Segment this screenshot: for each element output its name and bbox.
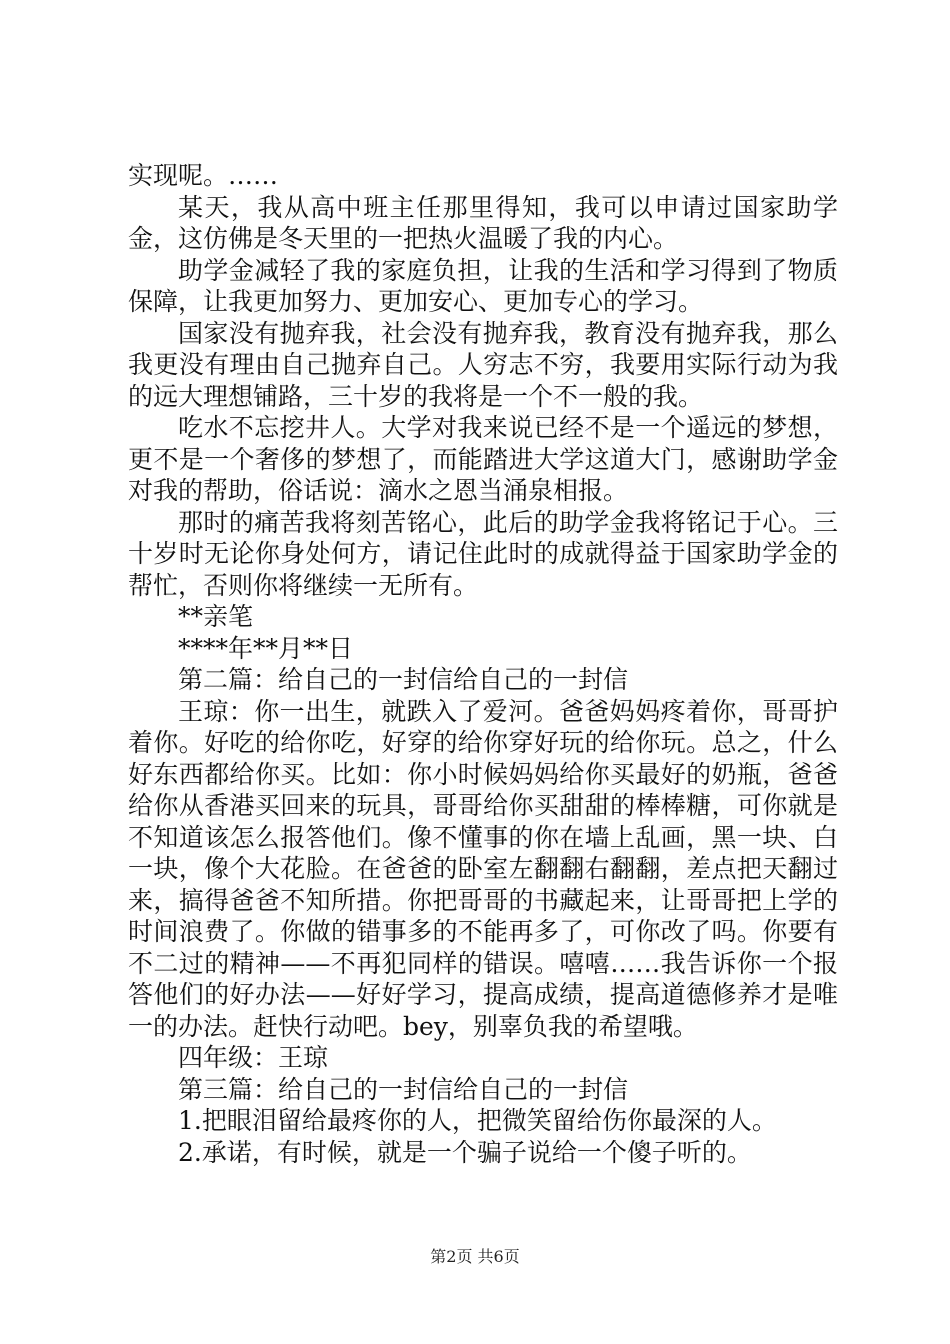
paragraph: 助学金减轻了我的家庭负担，让我的生活和学习得到了物质保障，让我更加努力、更加安心、更加专心的学习。 <box>128 255 838 316</box>
paragraph: 第二篇：给自己的一封信给自己的一封信 <box>178 665 629 694</box>
paragraph: 那时的痛苦我将刻苦铭心，此后的助学金我将铭记于心。三十岁时无论你身处何方，请记住此时的成就得益于国家助学金的帮忙，否则你将继续一无所有。 <box>128 507 838 600</box>
paragraph: 1.把眼泪留给最疼你的人，把微笑留给伤你最深的人。 <box>178 1106 777 1135</box>
paragraph: 实现呢。…… <box>128 161 279 190</box>
paragraph: 国家没有抛弃我，社会没有抛弃我，教育没有抛弃我，那么我更没有理由自己抛弃自己。人穷志不穷，我要用实际行动为我的远大理想铺路，三十岁的我将是一个不一般的我。 <box>128 318 838 411</box>
document-body <box>128 160 838 1168</box>
paragraph: 吃水不忘挖井人。大学对我来说已经不是一个遥远的梦想，更不是一个奢侈的梦想了，而能踏进大学这道大门，感谢助学金对我的帮助，俗话说：滴水之恩当涌泉相报。 <box>128 413 838 505</box>
paragraph: ****年**月**日 <box>178 633 354 663</box>
paragraph: 王琼：你一出生，就跌入了爱河。爸爸妈妈疼着你，哥哥护着你。好吃的给你吃，好穿的给你穿好玩的给你玩。总之，什么好东西都给你买。比如：你小时候妈妈给你买最好的奶瓶，爸爸给你从香港买回来的玩具，哥哥给你买甜甜的棒棒糖，可你就是不知道该怎么报答他们。像不懂事的你在墙上乱画，黑一块、白一块，像个大花脸。在爸爸的卧室左翻翻右翻翻，差点把天翻过来，搞得爸爸不知所措。你把哥哥的书藏起来，让哥哥把上学的时间浪费了。你做的错事多的不能再多了，可你改了吗。你要有不二过的精神——不再犯同样的错误。嘻嘻……我告诉你一个报答他们的好办法——好好学习，提高成绩，提高道德修养才是唯一的办法。赶快行动吧。bey，别辜负我的希望哦。 <box>128 696 838 1041</box>
paragraph: 2.承诺，有时候，就是一个骗子说给一个傻子听的。 <box>178 1137 752 1167</box>
paragraph: 四年级：王琼 <box>178 1043 329 1072</box>
paragraph: 第三篇：给自己的一封信给自己的一封信 <box>178 1074 629 1104</box>
paragraph: 某天，我从高中班主任那里得知，我可以申请过国家助学金，这仿佛是冬天里的一把热火温暖了我的内心。 <box>128 192 838 253</box>
paragraph: **亲笔 <box>178 602 254 631</box>
page-footer: 第2页 共6页 <box>430 1247 520 1266</box>
